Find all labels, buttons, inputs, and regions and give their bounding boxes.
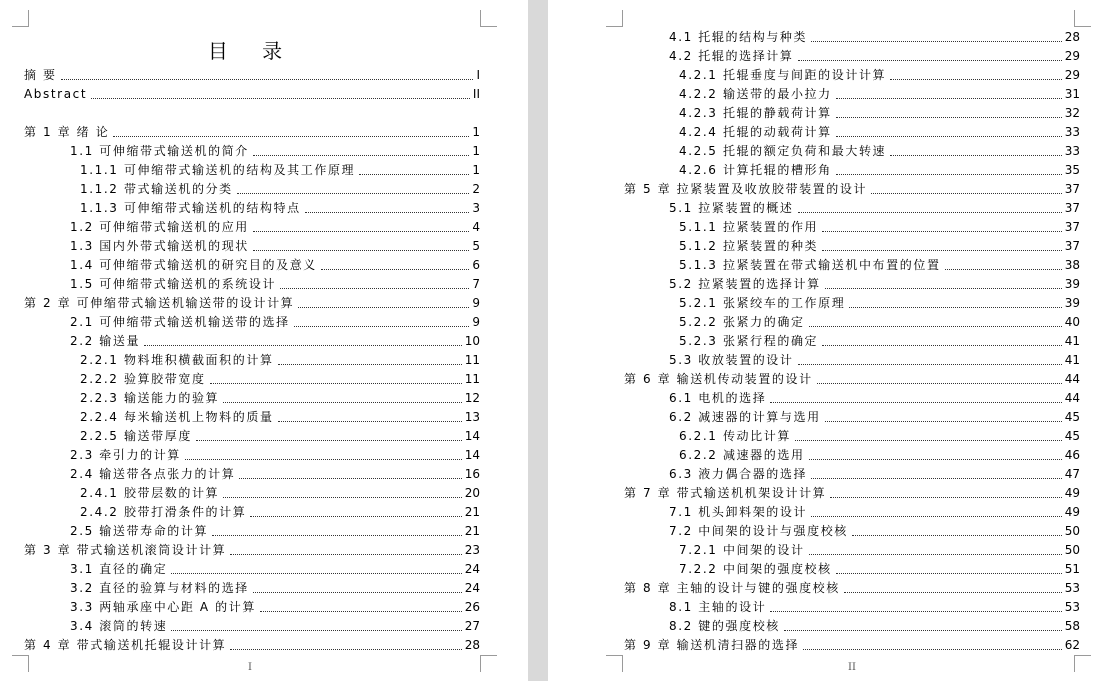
toc-page-number: 49	[1064, 486, 1080, 500]
toc-entry-label: 5.1.3 拉紧装置在带式输送机中布置的位置	[679, 258, 941, 272]
toc-dot-leader	[836, 573, 1062, 574]
toc-entry[interactable]	[70, 218, 480, 235]
toc-dot-leader	[237, 193, 470, 194]
toc-dot-leader	[836, 174, 1062, 175]
toc-dot-leader	[253, 592, 462, 593]
toc-page-number: 35	[1064, 163, 1080, 177]
toc-entry-label: 第 6 章 输送机传动装置的设计	[624, 372, 813, 386]
toc-dot-leader	[770, 611, 1061, 612]
toc-page-number: 37	[1064, 239, 1080, 253]
toc-page-number: 9	[472, 296, 480, 310]
toc-dot-leader	[278, 421, 462, 422]
toc-entry[interactable]	[669, 389, 1080, 406]
toc-page-number: 45	[1064, 410, 1080, 424]
toc-entry-label: 7.2.2 中间架的强度校核	[679, 562, 832, 576]
toc-dot-leader	[836, 117, 1062, 118]
toc-dot-leader	[849, 307, 1061, 308]
toc-page-number: I	[476, 68, 480, 82]
toc-dot-leader	[212, 535, 462, 536]
toc-dot-leader	[260, 611, 462, 612]
toc-entry[interactable]	[679, 294, 1080, 311]
toc-page-number: 21	[464, 505, 480, 519]
toc-entry-label: 5.1.2 拉紧装置的种类	[679, 239, 819, 253]
toc-dot-leader	[811, 478, 1062, 479]
toc-entry-label: 8.2 键的强度校核	[669, 619, 780, 633]
toc-entry[interactable]	[679, 104, 1080, 121]
toc-entry-label: 6.2.2 减速器的选用	[679, 448, 805, 462]
toc-dot-leader	[230, 554, 461, 555]
toc-entry-label: 4.2.1 托辊垂度与间距的设计计算	[679, 68, 887, 82]
toc-entry[interactable]	[80, 180, 480, 197]
toc-dot-leader	[171, 573, 461, 574]
toc-dot-leader	[280, 288, 469, 289]
toc-dot-leader	[809, 554, 1062, 555]
toc-dot-leader	[852, 535, 1062, 536]
toc-page-number: 5	[472, 239, 480, 253]
document-page-right	[548, 0, 1102, 681]
toc-entry[interactable]	[679, 218, 1080, 235]
toc-dot-leader	[822, 231, 1062, 232]
toc-entry-label: 5.1.1 拉紧装置的作用	[679, 220, 819, 234]
toc-entry-label: 1.1 可伸缩带式输送机的简介	[70, 144, 249, 158]
toc-page-number: 28	[1064, 30, 1080, 44]
toc-entry[interactable]	[679, 85, 1080, 102]
toc-entry[interactable]	[679, 66, 1080, 83]
page-corner-mark	[606, 655, 623, 672]
toc-page-number: 14	[464, 429, 480, 443]
toc-page-number: 49	[1064, 505, 1080, 519]
toc-entry-label: 2.2.3 输送能力的验算	[80, 391, 220, 405]
toc-entry-label: 4.2.3 托辊的静载荷计算	[679, 106, 832, 120]
toc-entry-label: 2.3 牵引力的计算	[70, 448, 181, 462]
toc-page-number: 28	[464, 638, 480, 652]
toc-entry[interactable]	[80, 370, 480, 387]
toc-entry-label: 7.2 中间架的设计与强度校核	[669, 524, 848, 538]
toc-dot-leader	[798, 60, 1062, 61]
toc-entry-label: 4.1 托辊的结构与种类	[669, 30, 808, 44]
toc-entry[interactable]	[70, 522, 480, 539]
toc-page-number: II	[472, 87, 480, 101]
toc-entry-label: 4.2.6 计算托辊的槽形角	[679, 163, 832, 177]
toc-chapter-entry[interactable]	[24, 66, 480, 83]
toc-page-number: 50	[1064, 524, 1080, 538]
toc-entry[interactable]	[70, 256, 480, 273]
toc-dot-leader	[798, 212, 1062, 213]
toc-page-number: 23	[464, 543, 480, 557]
page-corner-mark	[480, 10, 497, 27]
toc-entry-label: 5.1 拉紧装置的概述	[669, 201, 794, 215]
toc-chapter-entry[interactable]	[624, 370, 1080, 387]
toc-entry[interactable]	[80, 199, 480, 216]
toc-entry-label: 2.2 输送量	[70, 334, 141, 348]
toc-entry[interactable]	[669, 522, 1080, 539]
toc-dot-leader	[945, 269, 1062, 270]
toc-entry-label: 1.1.1 可伸缩带式输送机的结构及其工作原理	[80, 163, 356, 177]
toc-entry-label: 2.2.5 输送带厚度	[80, 429, 192, 443]
toc-dot-leader	[822, 250, 1062, 251]
toc-page-number: 7	[472, 277, 480, 291]
toc-dot-leader	[61, 79, 474, 80]
toc-entry[interactable]	[669, 199, 1080, 216]
toc-dot-leader	[359, 174, 469, 175]
toc-entry-label: 4.2.2 输送带的最小拉力	[679, 87, 832, 101]
toc-entry[interactable]	[70, 446, 480, 463]
toc-dot-leader	[196, 440, 462, 441]
toc-entry-label: 1.2 可伸缩带式输送机的应用	[70, 220, 249, 234]
toc-entry-label: 2.2.1 物料堆积横截面积的计算	[80, 353, 274, 367]
toc-entry[interactable]	[679, 313, 1080, 330]
toc-page-number: 20	[464, 486, 480, 500]
toc-page-number: 27	[464, 619, 480, 633]
toc-entry[interactable]	[70, 465, 480, 482]
toc-entry-label: 5.2.1 张紧绞车的工作原理	[679, 296, 846, 310]
toc-dot-leader	[278, 364, 462, 365]
toc-page-number: 40	[1064, 315, 1080, 329]
toc-entry[interactable]	[679, 142, 1080, 159]
toc-entry-label: 5.2 拉紧装置的选择计算	[669, 277, 821, 291]
toc-entry[interactable]	[70, 579, 480, 596]
toc-page-number: 1	[472, 144, 480, 158]
toc-title: 目 录	[207, 39, 297, 63]
toc-chapter-entry[interactable]	[624, 579, 1080, 596]
toc-entry[interactable]	[70, 617, 480, 634]
toc-dot-leader	[844, 592, 1062, 593]
toc-chapter-entry[interactable]	[624, 636, 1080, 653]
toc-dot-leader	[321, 269, 469, 270]
toc-entry-label: 2.4 输送带各点张力的计算	[70, 467, 236, 481]
toc-dot-leader	[91, 98, 470, 99]
toc-page-number: 51	[1064, 562, 1080, 576]
toc-dot-leader	[836, 98, 1062, 99]
toc-entry-label: 2.5 输送带寿命的计算	[70, 524, 209, 538]
toc-entry-label: 1.1.3 可伸缩带式输送机的结构特点	[80, 201, 301, 215]
toc-dot-leader	[811, 41, 1062, 42]
toc-entry[interactable]	[669, 275, 1080, 292]
toc-entry-label: 3.2 直径的验算与材料的选择	[70, 581, 249, 595]
toc-page-number: 24	[464, 562, 480, 576]
toc-page-number: 11	[464, 372, 480, 386]
toc-dot-leader	[250, 516, 461, 517]
toc-dot-leader	[253, 250, 469, 251]
toc-page-number: 26	[464, 600, 480, 614]
toc-page-number: 1	[472, 125, 480, 139]
toc-entry-label: 第 7 章 带式输送机机架设计计算	[624, 486, 827, 500]
toc-page-number: 4	[472, 220, 480, 234]
toc-entry[interactable]	[80, 161, 480, 178]
toc-page-number: 1	[472, 163, 480, 177]
toc-entry-label: 摘 要	[24, 68, 57, 82]
toc-page-number: 46	[1064, 448, 1080, 462]
toc-page-number: 45	[1064, 429, 1080, 443]
toc-dot-leader	[171, 630, 461, 631]
toc-entry-label: 2.1 可伸缩带式输送机输送带的选择	[70, 315, 290, 329]
toc-entry[interactable]	[80, 389, 480, 406]
toc-entry-label: 4.2 托辊的选择计算	[669, 49, 794, 63]
toc-page-number: 39	[1064, 296, 1080, 310]
toc-entry-label: 3.4 滚筒的转速	[70, 619, 168, 633]
toc-entry[interactable]	[80, 484, 480, 501]
toc-page-number: 12	[464, 391, 480, 405]
toc-entry[interactable]	[80, 408, 480, 425]
toc-dot-leader	[305, 212, 470, 213]
toc-entry[interactable]	[70, 313, 480, 330]
toc-entry-label: 4.2.4 托辊的动载荷计算	[679, 125, 832, 139]
toc-dot-leader	[210, 383, 462, 384]
toc-page-number: 53	[1064, 581, 1080, 595]
toc-dot-leader	[890, 155, 1062, 156]
toc-page-number: 29	[1064, 49, 1080, 63]
toc-page-number: 41	[1064, 334, 1080, 348]
toc-dot-leader	[298, 307, 469, 308]
toc-dot-leader	[809, 459, 1062, 460]
toc-entry-label: 1.5 可伸缩带式输送机的系统设计	[70, 277, 277, 291]
toc-entry[interactable]	[70, 142, 480, 159]
toc-page-number: 62	[1064, 638, 1080, 652]
toc-dot-leader	[817, 383, 1062, 384]
toc-entry[interactable]	[669, 503, 1080, 520]
toc-chapter-entry[interactable]	[24, 636, 480, 653]
page-corner-mark	[12, 10, 29, 27]
toc-entry[interactable]	[679, 237, 1080, 254]
toc-page-number: 58	[1064, 619, 1080, 633]
toc-entry[interactable]	[669, 47, 1080, 64]
document-page-left	[0, 0, 528, 681]
page-corner-mark	[1074, 10, 1091, 27]
toc-entry[interactable]	[669, 598, 1080, 615]
toc-entry[interactable]	[669, 351, 1080, 368]
toc-entry-label: 2.4.1 胶带层数的计算	[80, 486, 220, 500]
toc-page-number: 24	[464, 581, 480, 595]
toc-page-number: 14	[464, 448, 480, 462]
toc-entry[interactable]	[679, 446, 1080, 463]
toc-page-number: 6	[472, 258, 480, 272]
toc-entry-label: 3.3 两轴承座中心距 A 的计算	[70, 600, 256, 614]
toc-dot-leader	[890, 79, 1062, 80]
toc-page-number: 11	[464, 353, 480, 367]
toc-entry[interactable]	[80, 351, 480, 368]
page-corner-mark	[1074, 655, 1091, 672]
toc-entry-label: 8.1 主轴的设计	[669, 600, 767, 614]
toc-entry[interactable]	[70, 237, 480, 254]
toc-entry-label: 第 4 章 带式输送机托辊设计计算	[24, 638, 227, 652]
toc-page-number: 33	[1064, 125, 1080, 139]
toc-page-number: 37	[1064, 182, 1080, 196]
page-number-footer: I	[248, 662, 252, 673]
toc-entry[interactable]	[70, 598, 480, 615]
toc-dot-leader	[185, 459, 462, 460]
toc-page-number: 3	[472, 201, 480, 215]
toc-dot-leader	[253, 155, 469, 156]
toc-dot-leader	[798, 364, 1062, 365]
toc-chapter-entry[interactable]	[624, 484, 1080, 501]
toc-dot-leader	[830, 497, 1061, 498]
toc-entry-label: 4.2.5 托辊的额定负荷和最大转速	[679, 144, 887, 158]
toc-chapter-entry[interactable]	[24, 541, 480, 558]
toc-page-number: 53	[1064, 600, 1080, 614]
toc-entry-label: 5.3 收放装置的设计	[669, 353, 794, 367]
toc-entry-label: 6.2.1 传动比计算	[679, 429, 791, 443]
toc-dot-leader	[239, 478, 461, 479]
toc-dot-leader	[825, 288, 1062, 289]
toc-page-number: 32	[1064, 106, 1080, 120]
toc-entry[interactable]	[70, 560, 480, 577]
toc-entry-label: 2.2.4 每米输送机上物料的质量	[80, 410, 274, 424]
toc-entry[interactable]	[70, 332, 480, 349]
toc-dot-leader	[223, 497, 462, 498]
toc-entry-label: 第 5 章 拉紧装置及收放胶带装置的设计	[624, 182, 868, 196]
toc-entry-label: 1.1.2 带式输送机的分类	[80, 182, 233, 196]
toc-entry[interactable]	[669, 465, 1080, 482]
toc-entry-label: 第 2 章 可伸缩带式输送机输送带的设计计算	[24, 296, 295, 310]
toc-entry[interactable]	[679, 123, 1080, 140]
toc-dot-leader	[253, 231, 469, 232]
toc-page-number: 29	[1064, 68, 1080, 82]
toc-entry-label: Abstract	[24, 87, 88, 101]
toc-dot-leader	[113, 136, 469, 137]
toc-entry[interactable]	[80, 427, 480, 444]
toc-entry-label: 5.2.2 张紧力的确定	[679, 315, 805, 329]
page-corner-mark	[12, 655, 29, 672]
toc-page-number: 33	[1064, 144, 1080, 158]
toc-dot-leader	[770, 402, 1061, 403]
toc-entry[interactable]	[679, 161, 1080, 178]
toc-entry-label: 6.3 液力偶合器的选择	[669, 467, 808, 481]
toc-page-number: 16	[464, 467, 480, 481]
toc-page-number: 21	[464, 524, 480, 538]
toc-entry-label: 1.3 国内外带式输送机的现状	[70, 239, 249, 253]
toc-page-number: 38	[1064, 258, 1080, 272]
toc-page-number: 9	[472, 315, 480, 329]
toc-entry[interactable]	[679, 427, 1080, 444]
toc-page-number: 44	[1064, 391, 1080, 405]
toc-entry[interactable]	[70, 275, 480, 292]
toc-entry[interactable]	[679, 256, 1080, 273]
toc-entry-label: 第 1 章 绪 论	[24, 125, 110, 139]
toc-chapter-entry[interactable]	[624, 180, 1080, 197]
toc-dot-leader	[871, 193, 1062, 194]
toc-entry-label: 3.1 直径的确定	[70, 562, 168, 576]
toc-entry-label: 6.1 电机的选择	[669, 391, 767, 405]
toc-entry-label: 7.2.1 中间架的设计	[679, 543, 805, 557]
toc-entry-label: 5.2.3 张紧行程的确定	[679, 334, 819, 348]
toc-page-number: 37	[1064, 220, 1080, 234]
page-corner-mark	[606, 10, 623, 27]
toc-dot-leader	[811, 516, 1062, 517]
toc-entry-label: 2.2.2 验算胶带宽度	[80, 372, 206, 386]
toc-page-number: 47	[1064, 467, 1080, 481]
toc-dot-leader	[223, 402, 462, 403]
toc-page-number: 37	[1064, 201, 1080, 215]
toc-entry[interactable]	[679, 560, 1080, 577]
toc-dot-leader	[822, 345, 1062, 346]
toc-dot-leader	[784, 630, 1062, 631]
toc-entry[interactable]	[669, 617, 1080, 634]
page-corner-mark	[480, 655, 497, 672]
toc-dot-leader	[795, 440, 1062, 441]
toc-dot-leader	[809, 326, 1062, 327]
toc-dot-leader	[294, 326, 470, 327]
toc-dot-leader	[825, 421, 1062, 422]
toc-entry-label: 7.1 机头卸料架的设计	[669, 505, 808, 519]
toc-entry-label: 1.4 可伸缩带式输送机的研究目的及意义	[70, 258, 317, 272]
toc-entry[interactable]	[669, 28, 1080, 45]
toc-page-number: 31	[1064, 87, 1080, 101]
toc-entry-label: 第 8 章 主轴的设计与键的强度校核	[624, 581, 840, 595]
toc-dot-leader	[230, 649, 461, 650]
toc-page-number: 44	[1064, 372, 1080, 386]
toc-page-number: 2	[472, 182, 480, 196]
page-number-footer: II	[848, 662, 856, 673]
toc-entry[interactable]	[80, 503, 480, 520]
toc-page-number: 10	[464, 334, 480, 348]
toc-chapter-entry[interactable]	[24, 294, 480, 311]
toc-entry-label: 第 3 章 带式输送机滚筒设计计算	[24, 543, 227, 557]
toc-entry-label: 第 9 章 输送机清扫器的选择	[624, 638, 800, 652]
toc-chapter-entry[interactable]	[24, 123, 480, 140]
toc-entry-label: 2.4.2 胶带打滑条件的计算	[80, 505, 247, 519]
toc-dot-leader	[803, 649, 1062, 650]
toc-entry[interactable]	[679, 541, 1080, 558]
toc-chapter-entry[interactable]	[24, 85, 480, 102]
toc-page-number: 50	[1064, 543, 1080, 557]
toc-entry[interactable]	[679, 332, 1080, 349]
toc-page-number: 13	[464, 410, 480, 424]
toc-dot-leader	[836, 136, 1062, 137]
toc-entry[interactable]	[669, 408, 1080, 425]
toc-entry-label: 6.2 减速器的计算与选用	[669, 410, 821, 424]
toc-page-number: 41	[1064, 353, 1080, 367]
toc-dot-leader	[144, 345, 462, 346]
toc-page-number: 39	[1064, 277, 1080, 291]
